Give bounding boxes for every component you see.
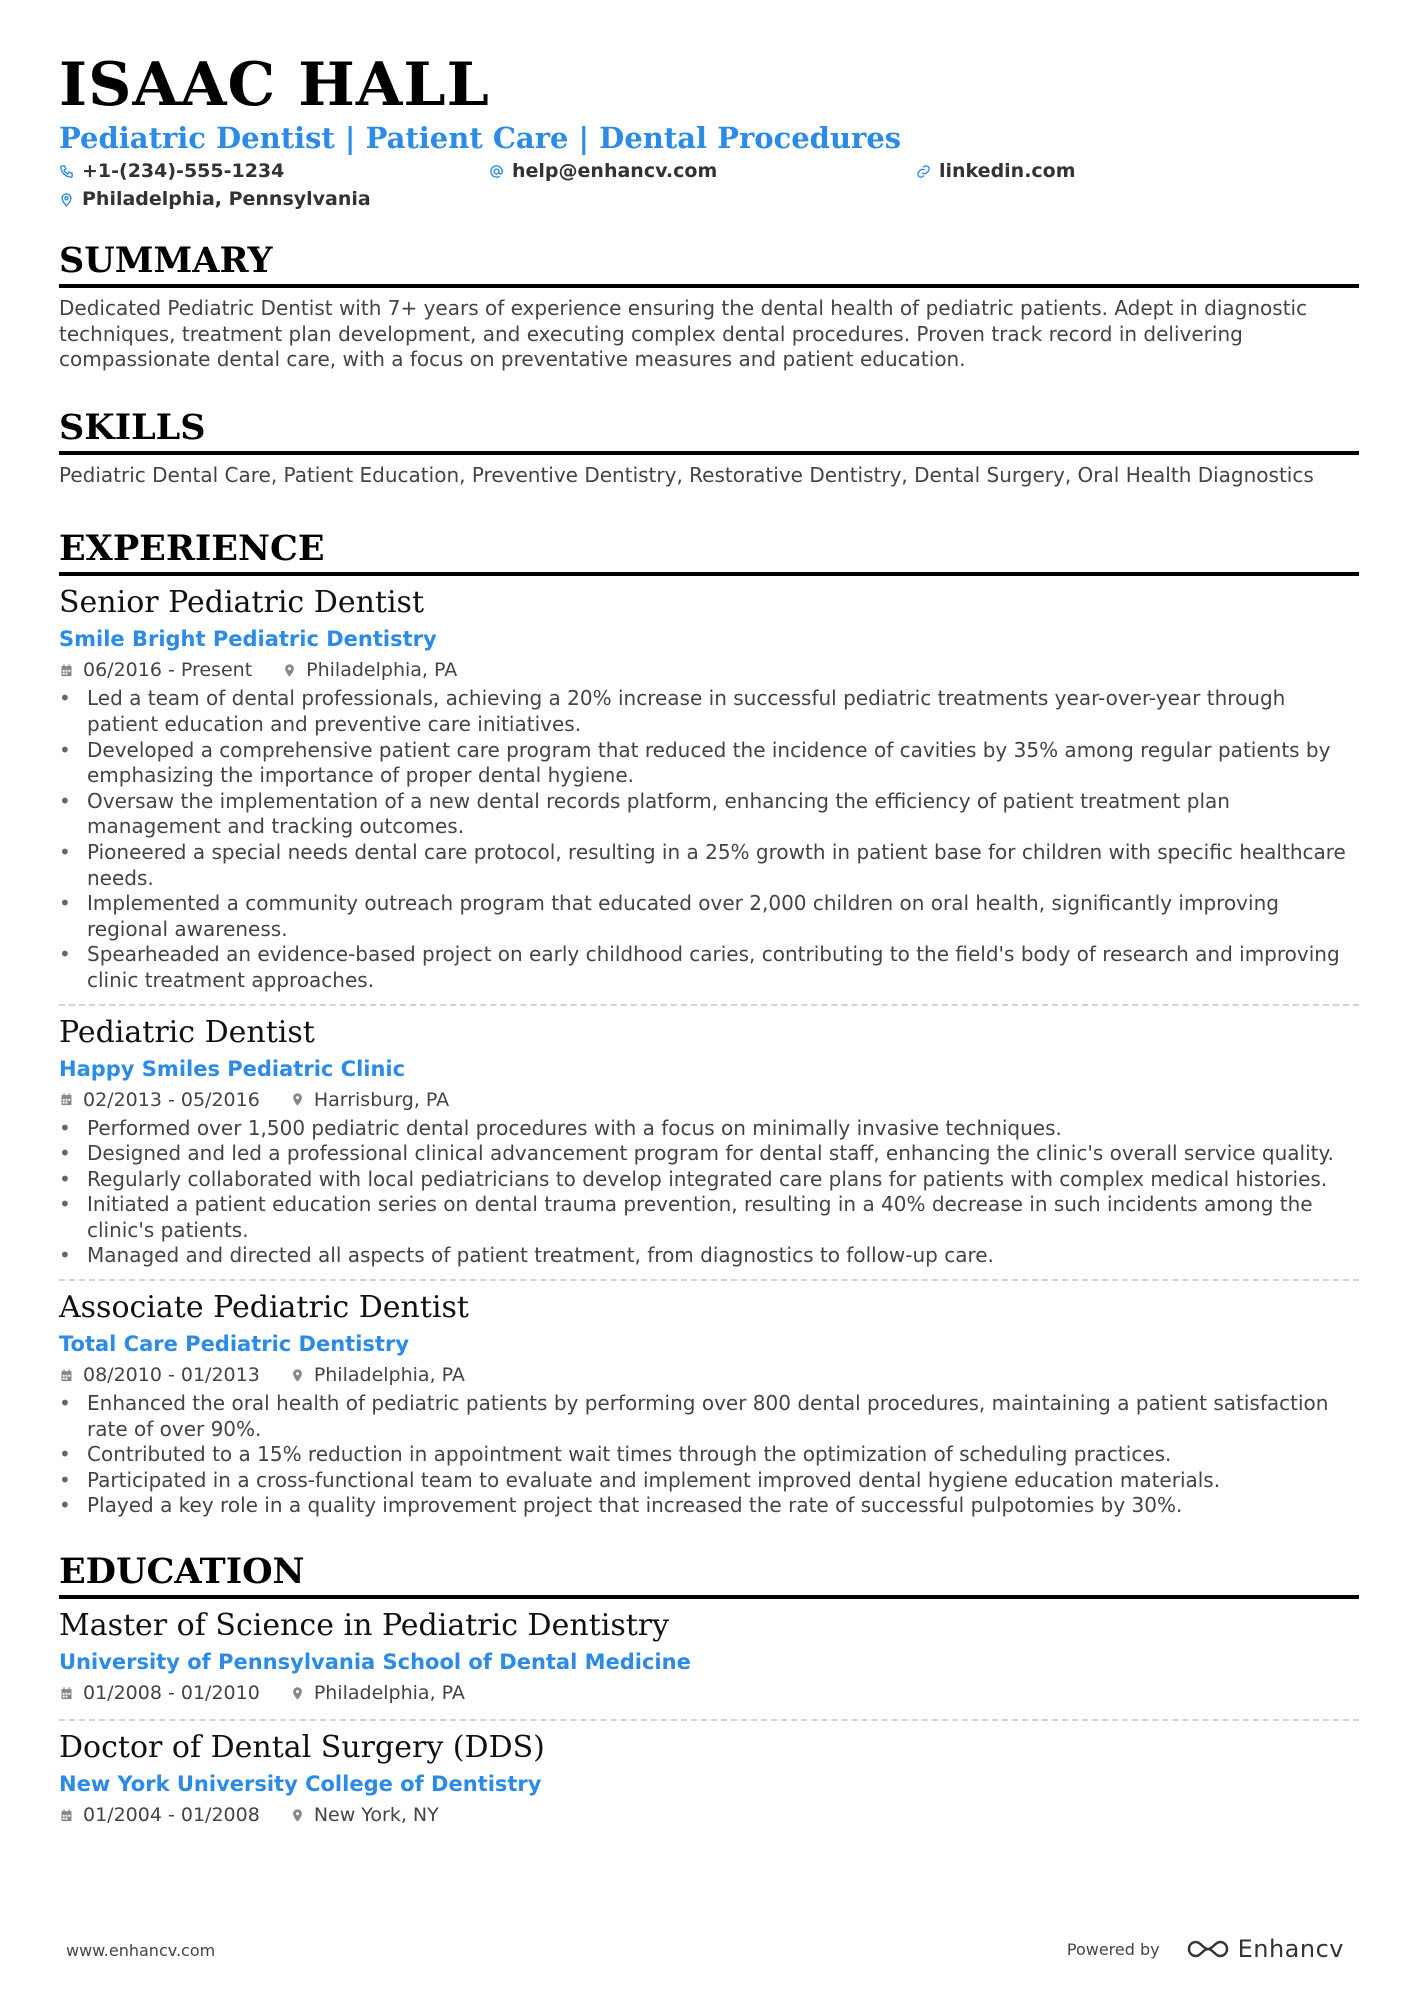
job-meta — [59, 654, 1359, 686]
calendar-icon — [59, 1686, 74, 1701]
resume-content — [59, 50, 1359, 1831]
experience-heading: EXPERIENCE — [59, 528, 1359, 576]
job-bullets — [59, 1391, 1359, 1519]
location-pin-icon — [59, 192, 74, 207]
skills-text: Pediatric Dental Care, Patient Education, Preventive Dentistry, Restorative Dentistry, Dental Surgery, Oral Health Diagnostics — [59, 462, 1314, 487]
education-dates: 01/2004 - 01/2008 — [83, 1804, 260, 1827]
enhancv-logo-icon — [1186, 1938, 1230, 1960]
experience-entry — [59, 1004, 1359, 1270]
summary-text: Dedicated Pediatric Dentist with 7+ years of experience ensuring the dental health of pediatric patients. Adept in diagnostic techniques, treatment plan development, and executing complex dental procedures. Proven track record in delivering compassionate dental care, with a focus on preventative measures and patient education. — [59, 296, 1308, 372]
company-name: Smile Bright Pediatric Dentistry — [59, 627, 437, 652]
education-location — [290, 1677, 465, 1709]
experience-entry — [59, 576, 1359, 993]
contact-linkedin-text: linkedin.com — [939, 160, 1076, 182]
job-dates: 06/2016 - Present — [83, 659, 253, 682]
contact-location — [59, 188, 371, 210]
list-item: • Initiated a patient education series on dental trauma prevention, resulting in a 40% decrease in such incidents among the clinic's patients. — [59, 1192, 1359, 1243]
calendar-icon — [59, 1808, 74, 1823]
degree-title: Doctor of Dental Surgery (DDS) — [59, 1730, 545, 1766]
location-pin-icon — [290, 1368, 305, 1383]
footer-website-link[interactable]: www.enhancv.com — [66, 1941, 216, 1960]
company-name: Happy Smiles Pediatric Clinic — [59, 1056, 406, 1081]
candidate-name: ISAAC HALL — [59, 50, 490, 120]
job-location-text: Philadelphia, PA — [313, 1364, 465, 1387]
location-pin-icon — [282, 663, 297, 678]
education-location-text: New York, NY — [313, 1804, 439, 1827]
location-pin-icon — [290, 1686, 305, 1701]
list-item: • Oversaw the implementation of a new dental records platform, enhancing the efficiency of patient treatment plan management and tracking outcomes. — [59, 789, 1359, 840]
job-meta — [59, 1359, 1359, 1391]
contact-location-text: Philadelphia, Pennsylvania — [82, 188, 371, 210]
job-dates: 08/2010 - 01/2013 — [83, 1364, 260, 1387]
brand-name: Enhancv — [1237, 1935, 1344, 1963]
calendar-icon — [59, 1092, 74, 1107]
location-pin-icon — [290, 1808, 305, 1823]
job-title: Senior Pediatric Dentist — [59, 585, 424, 621]
education-entry — [59, 1719, 1359, 1831]
education-location-text: Philadelphia, PA — [313, 1682, 465, 1705]
school-name: New York University College of Dentistry — [59, 1772, 542, 1797]
list-item: • Contributed to a 15% reduction in appointment wait times through the optimization of scheduling practices. — [59, 1442, 1359, 1468]
calendar-icon — [59, 663, 74, 678]
list-item: • Performed over 1,500 pediatric dental procedures with a focus on minimally invasive techniques. — [59, 1116, 1359, 1142]
job-location-text: Philadelphia, PA — [306, 659, 458, 682]
list-item: • Spearheaded an evidence-based project on early childhood caries, contributing to the field's body of research and improving clinic treatment approaches. — [59, 942, 1359, 993]
degree-title: Master of Science in Pediatric Dentistry — [59, 1608, 670, 1644]
list-item: • Led a team of dental professionals, achieving a 20% increase in successful pediatric treatments year-over-year through patient education and preventive care initiatives. — [59, 686, 1359, 737]
skills-heading: SKILLS — [59, 407, 1359, 455]
list-item: • Pioneered a special needs dental care protocol, resulting in a 25% growth in patient base for children with specific healthcare needs. — [59, 840, 1359, 891]
job-location — [290, 1084, 449, 1116]
contact-phone-text: +1-(234)-555-1234 — [82, 160, 285, 182]
location-pin-icon — [290, 1092, 305, 1107]
list-item: • Designed and led a professional clinical advancement program for dental staff, enhancing the clinic's overall service quality. — [59, 1141, 1359, 1167]
contact-linkedin[interactable] — [916, 160, 1076, 182]
job-title: Associate Pediatric Dentist — [59, 1290, 469, 1326]
company-name: Total Care Pediatric Dentistry — [59, 1332, 410, 1357]
education-dates: 01/2008 - 01/2010 — [83, 1682, 260, 1705]
job-location-text: Harrisburg, PA — [313, 1088, 450, 1111]
list-item: • Regularly collaborated with local pediatricians to develop integrated care plans for patients with complex medical histories. — [59, 1167, 1359, 1193]
job-meta — [59, 1084, 1359, 1116]
summary-heading: SUMMARY — [59, 240, 1359, 288]
school-name: University of Pennsylvania School of Dental Medicine — [59, 1650, 691, 1675]
education-heading: EDUCATION — [59, 1551, 1359, 1599]
list-item: • Participated in a cross-functional team to evaluate and implement improved dental hygiene education materials. — [59, 1468, 1359, 1494]
link-icon — [916, 164, 931, 179]
job-dates: 02/2013 - 05/2016 — [83, 1088, 260, 1111]
contact-email-text: help@enhancv.com — [512, 160, 718, 182]
contact-phone[interactable] — [59, 160, 284, 182]
list-item: • Played a key role in a quality improvement project that increased the rate of successful pulpotomies by 30%. — [59, 1493, 1359, 1519]
page-footer — [66, 1935, 1344, 1965]
list-item: • Implemented a community outreach program that educated over 2,000 children on oral health, significantly improving regional awareness. — [59, 891, 1359, 942]
job-bullets — [59, 686, 1359, 993]
phone-icon — [59, 164, 74, 179]
list-item: • Enhanced the oral health of pediatric patients by performing over 800 dental procedures, maintaining a patient satisfaction rate of over 90%. — [59, 1391, 1359, 1442]
candidate-headline: Pediatric Dentist | Patient Care | Dental Procedures — [59, 121, 902, 155]
education-meta — [59, 1799, 1359, 1831]
job-location — [290, 1359, 465, 1391]
job-bullets — [59, 1116, 1359, 1270]
list-item: • Developed a comprehensive patient care program that reduced the incidence of cavities by 35% among regular patients by emphasizing the importance of proper dental hygiene. — [59, 738, 1359, 789]
footer-brand[interactable] — [1067, 1935, 1344, 1963]
contact-email[interactable] — [489, 160, 717, 182]
job-location — [282, 654, 457, 686]
job-title: Pediatric Dentist — [59, 1014, 315, 1050]
experience-entry — [59, 1279, 1359, 1519]
contact-bar — [59, 160, 1359, 216]
education-location — [290, 1799, 439, 1831]
powered-by-label: Powered by — [1066, 1939, 1160, 1959]
education-meta — [59, 1677, 1359, 1709]
education-entry — [59, 1599, 1359, 1709]
calendar-icon — [59, 1368, 74, 1383]
list-item: • Managed and directed all aspects of patient treatment, from diagnostics to follow-up care. — [59, 1243, 1359, 1269]
at-icon — [489, 164, 504, 179]
